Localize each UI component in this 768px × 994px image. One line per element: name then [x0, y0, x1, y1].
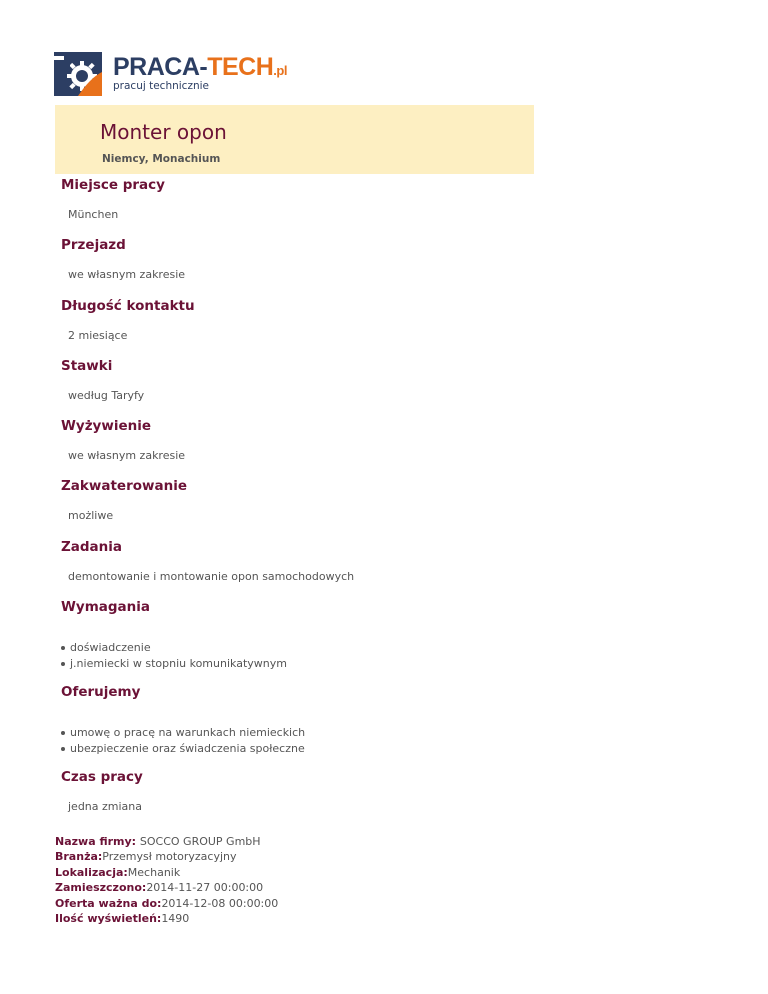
bullet-icon — [61, 662, 65, 666]
section-value: München — [68, 208, 119, 221]
section-offer — [61, 683, 721, 768]
meta-value: Przemysł motoryzacyjny — [102, 850, 237, 864]
section-heading: Czas pracy — [61, 769, 143, 786]
section-contract-length — [61, 297, 721, 357]
meta-label: Ilość wyświetleń: — [55, 912, 162, 926]
section-requirements — [61, 598, 721, 683]
meta-label: Nazwa firmy: — [55, 835, 140, 848]
list-item-text: j.niemiecki w stopniu komunikatywnym — [70, 657, 287, 671]
meta-value: SOCCO GROUP GmbH — [139, 835, 261, 848]
site-logo[interactable] — [54, 52, 287, 98]
section-value: jedna zmiana — [68, 800, 143, 814]
logo-tagline: pracuj technicznie — [113, 80, 209, 92]
section-heading: Zakwaterowanie — [61, 478, 187, 495]
list-item — [61, 656, 287, 672]
logo-brand-main: PRACA- — [113, 53, 208, 81]
bullet-icon — [61, 646, 65, 650]
section-rates — [61, 357, 721, 417]
section-heading: Wyżywienie — [61, 418, 151, 435]
meta-company — [55, 834, 278, 849]
section-value: we własnym zakresie — [68, 449, 186, 463]
meta-value: 2014-11-27 00:00:00 — [146, 881, 264, 895]
section-heading: Długość kontaktu — [61, 297, 195, 314]
section-value: we własnym zakresie — [68, 268, 186, 282]
list-item — [61, 741, 305, 757]
meta-industry — [55, 849, 278, 864]
section-accommodation — [61, 477, 721, 537]
section-value: możliwe — [68, 509, 114, 523]
section-meals — [61, 417, 721, 477]
meta-valid-until — [55, 896, 278, 911]
section-heading: Wymagania — [61, 599, 150, 616]
section-value: demontowanie i montowanie opon samochodowych — [68, 569, 355, 583]
section-workplace — [61, 176, 721, 236]
meta-posted — [55, 880, 278, 895]
job-header — [55, 105, 534, 174]
gear-logo-icon — [54, 52, 102, 96]
meta-value: 1490 — [161, 912, 190, 926]
requirements-list — [61, 640, 287, 672]
section-travel — [61, 236, 721, 296]
job-details — [61, 176, 721, 828]
list-item-text: ubezpieczenie oraz świadczenia społeczne — [70, 742, 305, 756]
offer-list — [61, 725, 305, 757]
meta-views — [55, 911, 278, 926]
job-location: Niemcy, Monachium — [102, 153, 221, 165]
list-item-text: doświadczenie — [70, 641, 151, 655]
meta-location — [55, 865, 278, 880]
list-item-text: umowę o pracę na warunkach niemieckich — [70, 726, 306, 740]
section-heading: Zadania — [61, 538, 123, 555]
meta-value: 2014-12-08 00:00:00 — [161, 896, 279, 910]
logo-brand-tech: TECH — [207, 53, 274, 81]
section-value: według Taryfy — [68, 388, 145, 402]
list-item — [61, 725, 305, 741]
section-heading: Oferujemy — [61, 684, 141, 701]
meta-label: Branża: — [55, 850, 103, 864]
section-heading: Miejsce pracy — [61, 177, 165, 193]
job-title: Monter opon — [100, 120, 227, 144]
list-item — [61, 640, 287, 656]
logo-brand-tld: .pl — [273, 63, 287, 78]
section-working-hours — [61, 768, 721, 828]
meta-label: Lokalizacja: — [55, 865, 128, 879]
section-heading: Przejazd — [61, 237, 126, 254]
bullet-icon — [61, 731, 65, 735]
meta-label: Zamieszczono: — [55, 881, 147, 895]
bullet-icon — [61, 747, 65, 751]
meta-value: Mechanik — [127, 865, 181, 879]
section-value: 2 miesiące — [68, 328, 128, 342]
section-heading: Stawki — [61, 357, 113, 374]
job-meta — [55, 834, 278, 926]
section-tasks — [61, 538, 721, 598]
meta-label: Oferta ważna do: — [55, 896, 162, 910]
